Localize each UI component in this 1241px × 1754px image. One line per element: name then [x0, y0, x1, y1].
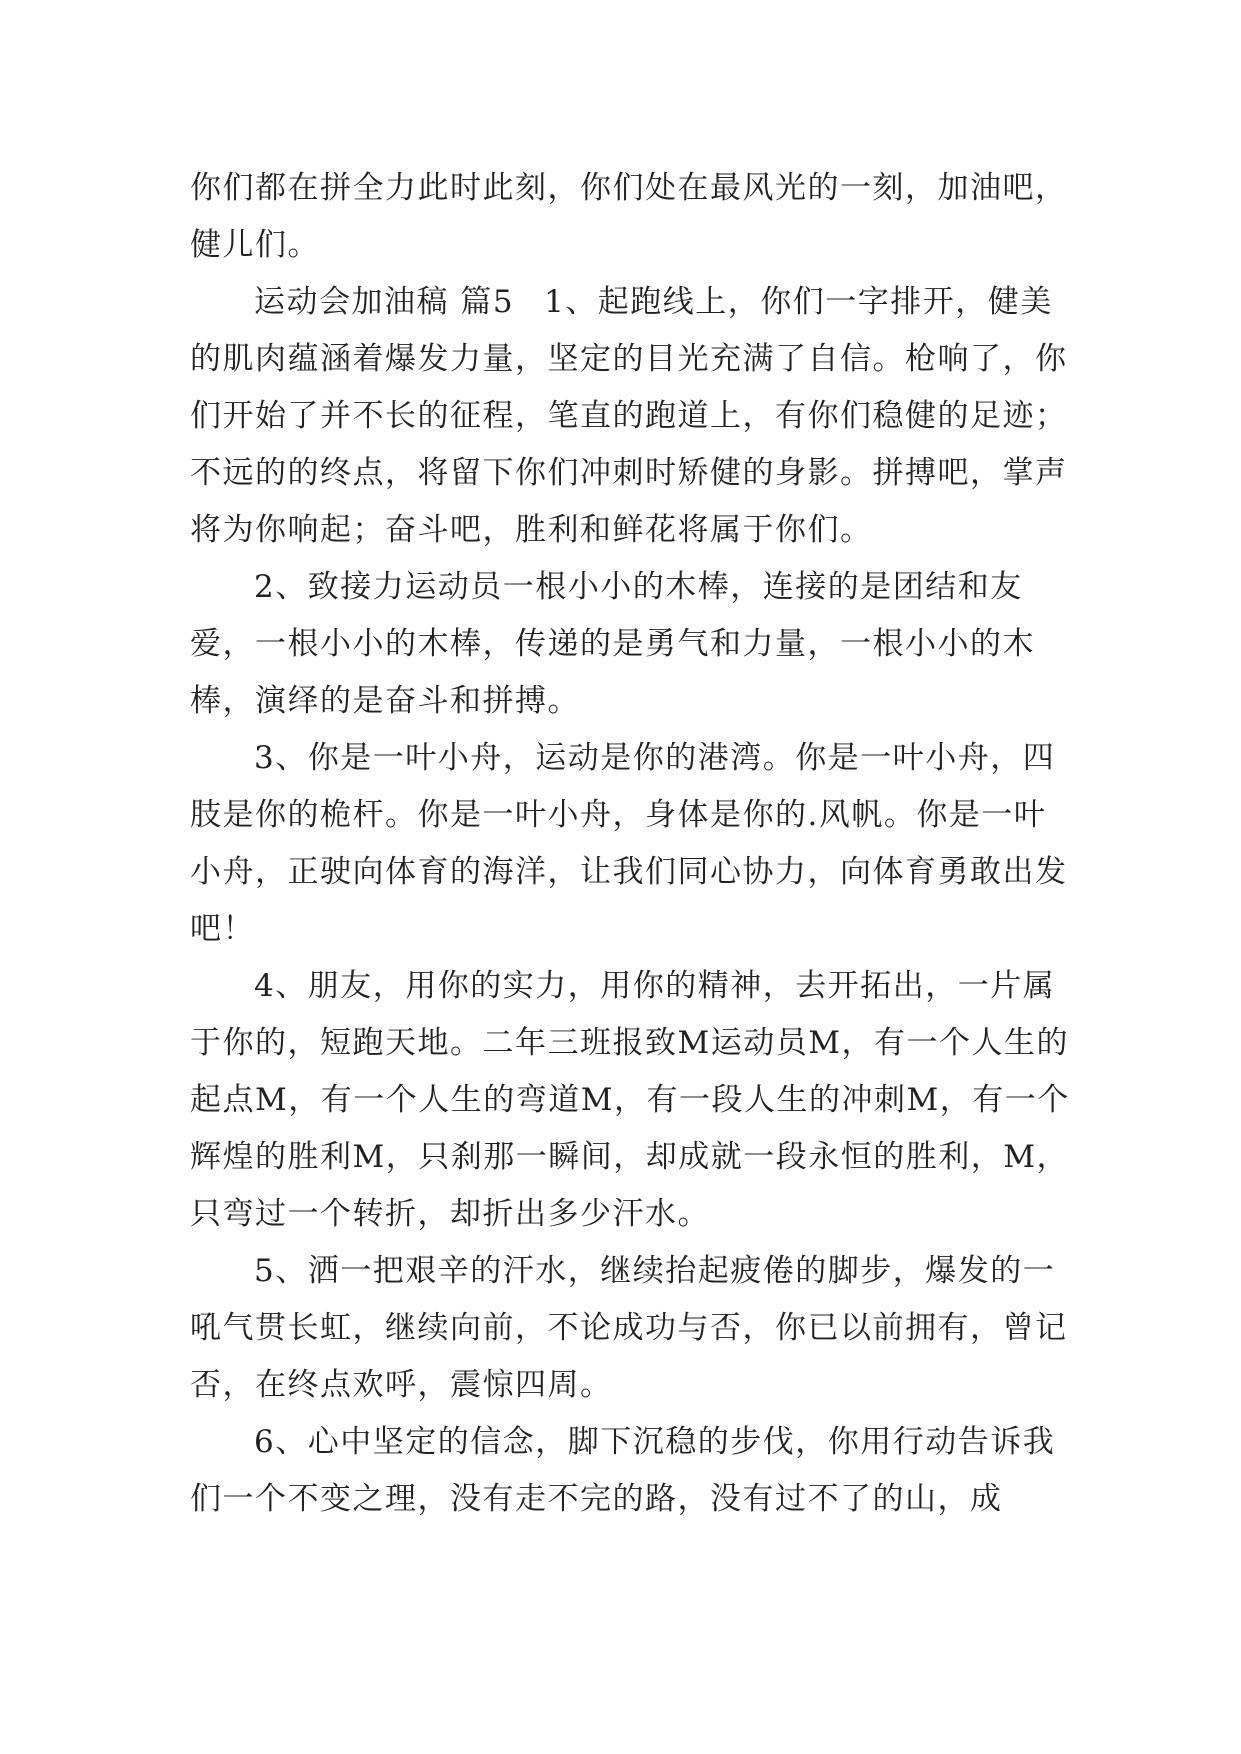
paragraph-item-6: 6、心中坚定的信念，脚下沉稳的步伐，你用行动告诉我们一个不变之理，没有走不完的路，没有过不了的山，成: [190, 1424, 1056, 1517]
paragraph-continuation: 你们都在拼全力此时此刻，你们处在最风光的一刻，加油吧，健儿们。: [190, 170, 1068, 263]
paragraph-item-4: 4、朋友，用你的实力，用你的精神，去开拓出，一片属于你的，短跑天地。二年三班报致M运动员M，有一个人生的起点M，有一个人生的弯道M，有一段人生的冲刺M，有一个辉煌的胜利M，只刹那一瞬间，却成就一段永恒的胜利，M，只弯过一个转折，却折出多少汗水。: [190, 968, 1070, 1232]
paragraph-item-5: 5、洒一把艰辛的汗水，继续抬起疲倦的脚步，爆发的一吼气贯长虹，继续向前，不论成功与否，你已以前拥有，曾记否，在终点欢呼，震惊四周。: [190, 1253, 1068, 1403]
paragraph-item-3: 3、你是一叶小舟，运动是你的港湾。你是一叶小舟，四肢是你的桅杆。你是一叶小舟，身体是你的.风帆。你是一叶小舟，正驶向体育的海洋，让我们同心协力，向体育勇敢出发吧！: [190, 740, 1068, 947]
document-body: [190, 160, 1070, 1528]
paragraph-text: 1、起跑线上，你们一字排开，健美的肌肉蕴涵着爆发力量，坚定的目光充满了自信。枪响了，你们开始了并不长的征程，笔直的跑道上，有你们稳健的足迹；不远的的终点，将留下你们冲刺时矫健的身影。拼搏吧，掌声将为你响起；奋斗吧，胜利和鲜花将属于你们。: [190, 284, 1068, 548]
paragraph-section-5-item-1: [190, 274, 1070, 559]
paragraph-item-2: 2、致接力运动员一根小小的木棒，连接的是团结和友爱，一根小小的木棒，传递的是勇气和力量，一根小小的木棒，演绎的是奋斗和拼搏。: [190, 569, 1035, 719]
section-title: 运动会加油稿 篇5: [254, 284, 515, 320]
